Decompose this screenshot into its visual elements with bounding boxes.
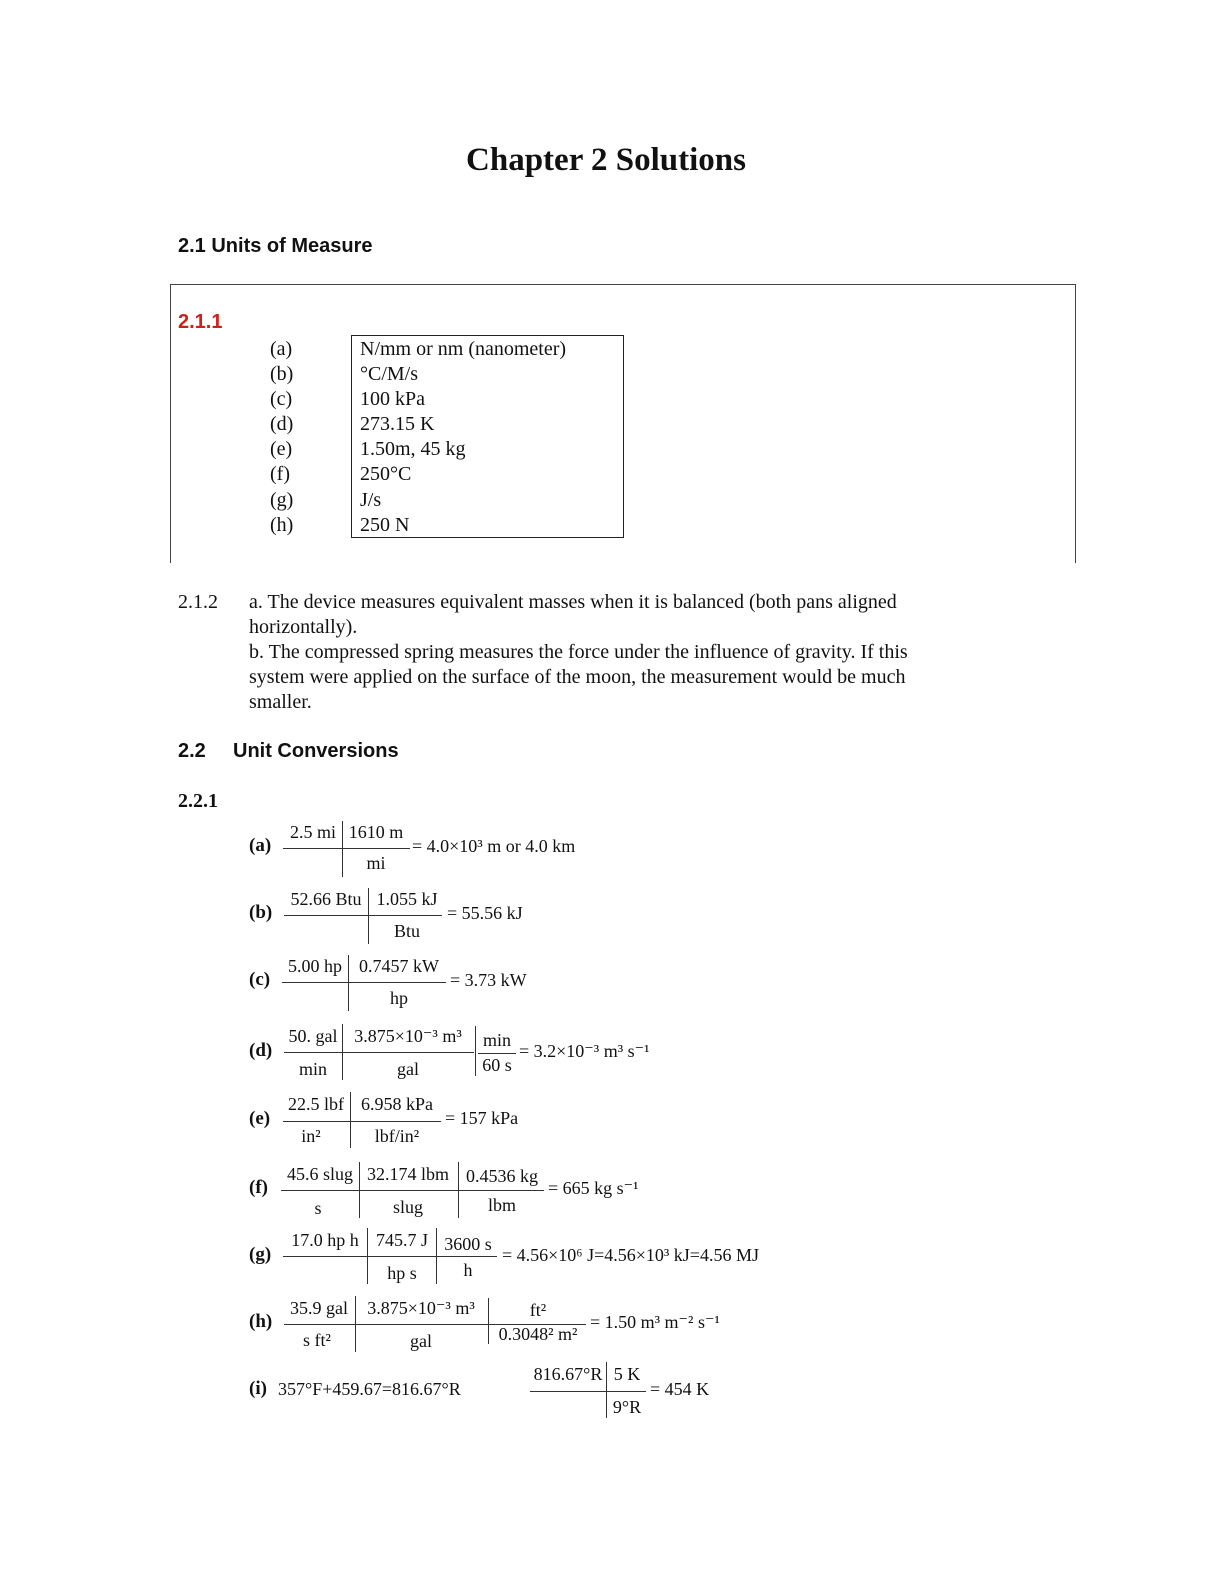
denominator: h	[463, 1260, 473, 1280]
denominator: gal	[410, 1331, 432, 1351]
answer-a: N/mm or nm (nanometer)	[360, 338, 567, 360]
numerator: 1.055 kJ	[376, 889, 438, 909]
eq-label: (i)	[249, 1378, 267, 1399]
numerator: 6.958 kPa	[361, 1094, 433, 1114]
letter-c: (c)	[270, 388, 293, 411]
numerator: 35.9 gal	[290, 1298, 348, 1318]
denominator: Btu	[393, 921, 420, 941]
denominator: 0.3048² m²	[498, 1324, 578, 1344]
answer-h: 250 N	[360, 513, 410, 536]
fraction-bar	[284, 915, 442, 916]
eq-label: (d)	[249, 1040, 273, 1061]
fraction-bar	[530, 1391, 646, 1392]
answer-box	[351, 335, 624, 538]
eq-label: (c)	[249, 969, 271, 990]
section-heading-2-2-num: 2.2	[178, 740, 206, 762]
denominator: 60 s	[482, 1055, 512, 1075]
letter-e: (e)	[270, 438, 293, 461]
result: = 1.50 m³ m⁻² s⁻¹	[590, 1312, 720, 1332]
numerator: 2.5 mi	[289, 822, 336, 842]
answer-c: 100 kPa	[360, 388, 425, 411]
problem-label-2-1-2: 2.1.2	[178, 591, 218, 613]
denominator: s ft²	[303, 1330, 331, 1350]
problem-2-1-2-text	[249, 590, 1009, 715]
result: = 454 K	[650, 1379, 710, 1399]
text-line: a. The device measures equivalent masses when it is balanced (both pans aligned	[249, 591, 897, 613]
answer-b: °C/M/s	[360, 363, 419, 386]
fraction-bar	[281, 1190, 544, 1191]
text-line: smaller.	[249, 691, 312, 713]
answer-e: 1.50m, 45 kg	[360, 438, 466, 461]
divider	[342, 1024, 343, 1080]
result: = 4.0×10³ m or 4.0 km	[412, 836, 576, 856]
numerator: 1610 m	[348, 822, 404, 842]
result: = 665 kg s⁻¹	[548, 1178, 639, 1198]
denominator: in²	[301, 1126, 321, 1146]
fraction-bar	[284, 1052, 474, 1053]
answer-f: 250°C	[360, 463, 412, 486]
divider	[436, 1228, 437, 1284]
letter-g: (g)	[270, 488, 294, 511]
numerator: 32.174 lbm	[366, 1164, 449, 1184]
numerator: 52.66 Btu	[290, 889, 362, 909]
text-line: system were applied on the surface of the moon, the measurement would be much	[249, 666, 906, 688]
divider	[348, 955, 349, 1011]
answer-letters	[270, 337, 293, 538]
fraction-bar	[283, 1256, 497, 1257]
numerator: min	[482, 1030, 511, 1050]
denominator: s	[314, 1198, 322, 1218]
text-line: b. The compressed spring measures the force under the influence of gravity. If this	[249, 641, 908, 663]
letter-a: (a)	[270, 338, 293, 360]
eq-label: (b)	[249, 902, 273, 923]
eq-label: (h)	[249, 1311, 273, 1332]
denominator: gal	[397, 1059, 419, 1079]
numerator: 50. gal	[288, 1026, 338, 1046]
numerator: 17.0 hp h	[291, 1230, 359, 1250]
numerator: 5.00 hp	[288, 956, 342, 976]
fraction-bar	[282, 982, 446, 983]
answer-g: J/s	[360, 488, 382, 511]
eq-label: (a)	[249, 835, 272, 856]
numerator: 3600 s	[444, 1234, 492, 1254]
divider	[350, 1092, 351, 1148]
denominator: mi	[366, 853, 386, 873]
denominator: lbm	[487, 1195, 516, 1215]
divider	[355, 1296, 356, 1352]
result: = 3.2×10⁻³ m³ s⁻¹	[519, 1041, 650, 1061]
denominator: hp s	[387, 1263, 417, 1283]
numerator: 3.875×10⁻³ m³	[354, 1026, 462, 1046]
divider	[367, 1228, 368, 1284]
fraction-bar	[478, 1053, 516, 1054]
divider	[488, 1298, 489, 1344]
answer-d: 273.15 K	[360, 413, 435, 436]
letter-b: (b)	[270, 363, 294, 386]
result: = 55.56 kJ	[447, 903, 523, 923]
eq-label: (g)	[249, 1244, 272, 1265]
letter-f: (f)	[270, 463, 290, 486]
divider	[475, 1026, 476, 1076]
eq-label: (e)	[249, 1108, 271, 1129]
page-title: Chapter 2 Solutions	[466, 142, 746, 178]
numerator: 0.4536 kg	[466, 1166, 538, 1186]
result: = 3.73 kW	[450, 970, 527, 990]
letter-d: (d)	[270, 413, 294, 436]
numerator: 5 K	[613, 1364, 641, 1384]
eq-label: (f)	[249, 1177, 268, 1198]
problem-label-2-2-1: 2.2.1	[178, 790, 218, 812]
denominator: slug	[392, 1197, 423, 1217]
denominator: 9°R	[612, 1397, 642, 1417]
denominator: lbf/in²	[374, 1126, 420, 1146]
numerator: 45.6 slug	[286, 1164, 353, 1184]
problem-label-2-1-1: 2.1.1	[178, 311, 223, 333]
fraction-bar	[283, 848, 410, 849]
numerator: ft²	[529, 1300, 547, 1320]
divider	[606, 1362, 607, 1418]
denominator: min	[298, 1059, 327, 1079]
numerator: 745.7 J	[375, 1230, 428, 1250]
numerator: 0.7457 kW	[359, 956, 439, 976]
numerator: 22.5 lbf	[288, 1094, 344, 1114]
numerator: 816.67°R	[533, 1364, 603, 1384]
result: = 157 kPa	[445, 1108, 519, 1128]
section-heading-2-1: 2.1 Units of Measure	[178, 235, 373, 257]
result: = 4.56×10⁶ J=4.56×10³ kJ=4.56 MJ	[502, 1245, 759, 1265]
denominator: hp	[390, 988, 408, 1008]
temperature-expression: 357°F+459.67=816.67°R	[278, 1379, 461, 1399]
numerator: 3.875×10⁻³ m³	[367, 1298, 475, 1318]
fraction-bar	[283, 1121, 441, 1122]
letter-h: (h)	[270, 513, 294, 536]
text-line: horizontally).	[249, 616, 358, 638]
section-heading-2-2-name: Unit Conversions	[233, 740, 399, 762]
